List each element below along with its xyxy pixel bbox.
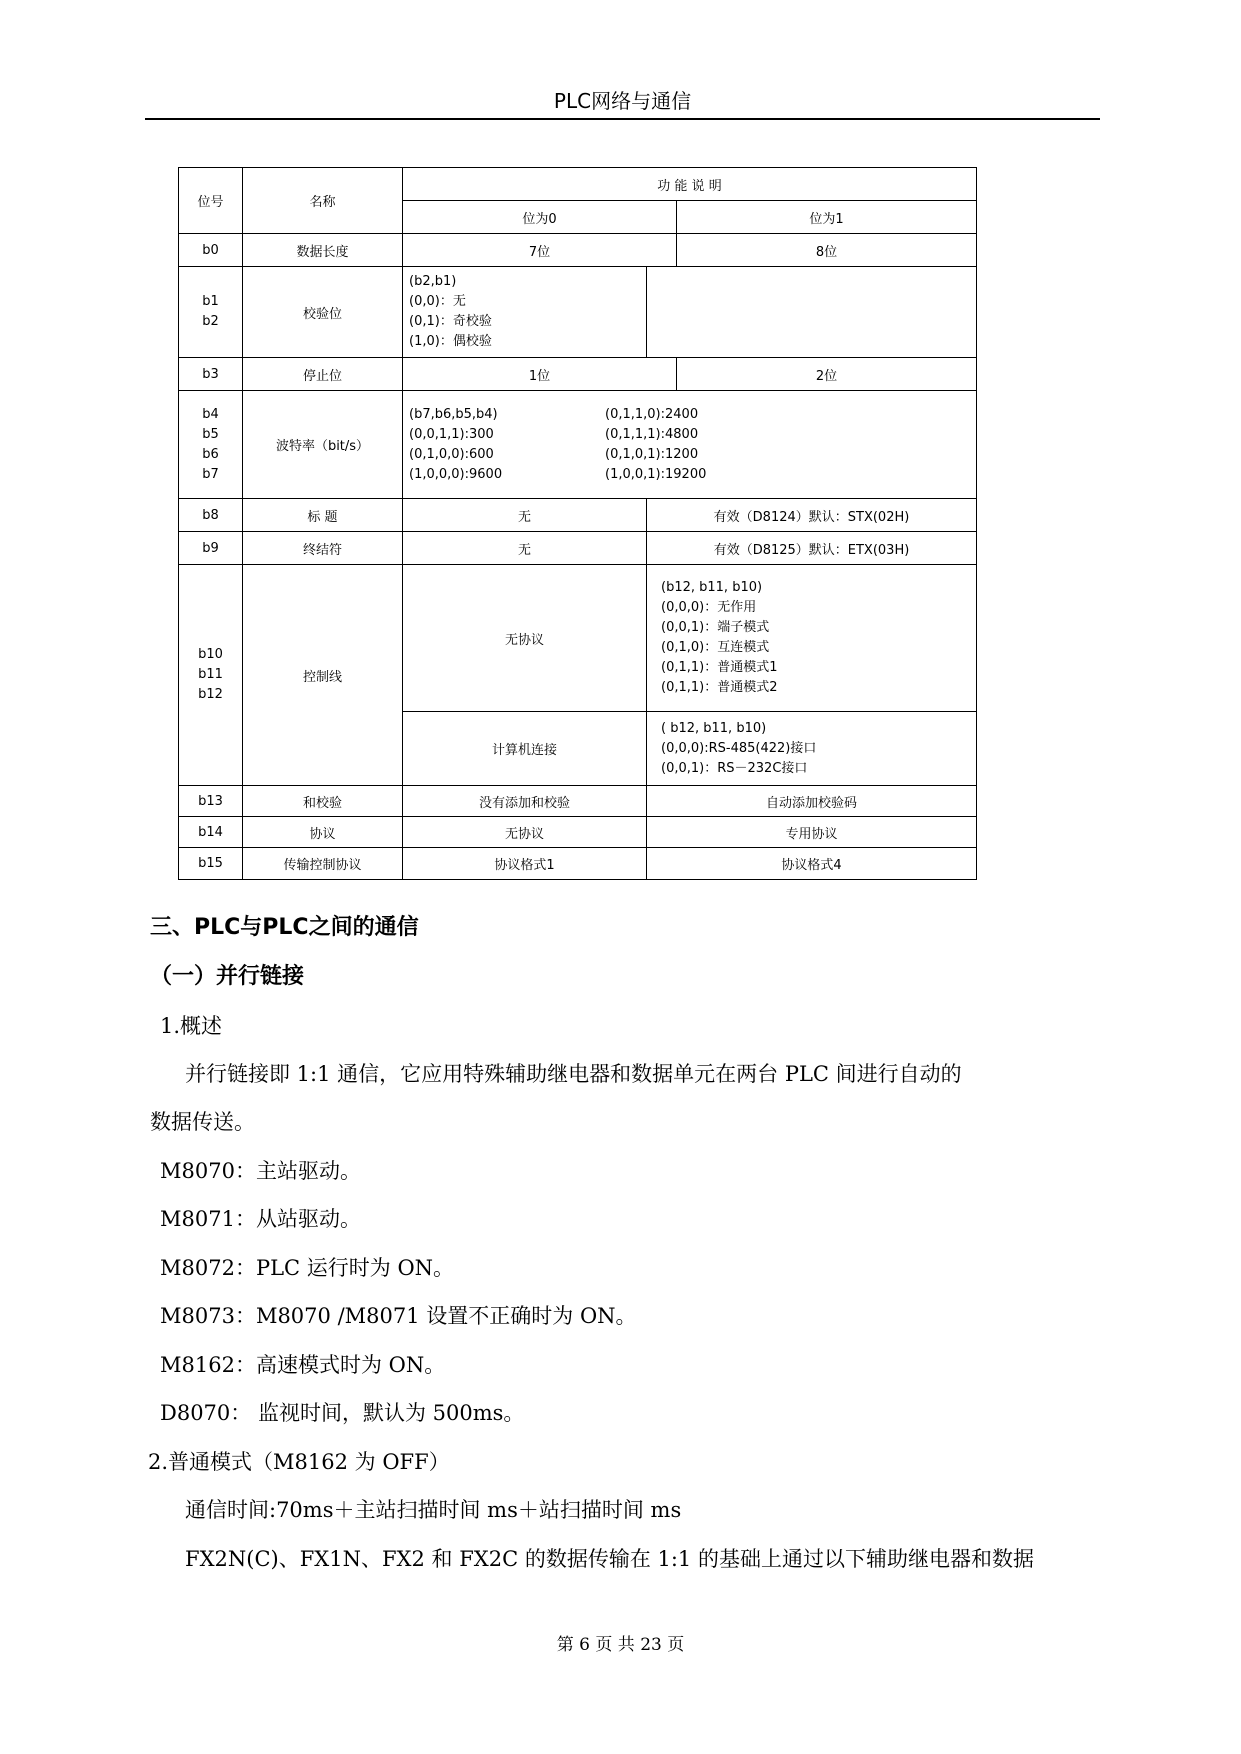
header-title: PLC网络与通信: [553, 89, 692, 113]
table-row: [179, 391, 977, 499]
cell-name: 控制线: [243, 565, 403, 786]
bit-label: b2: [202, 314, 219, 329]
table-row: [179, 267, 977, 358]
value-line: (0,1,1,1):4800: [605, 426, 699, 442]
cell-bit0: 7位: [403, 234, 677, 267]
table-row: [179, 234, 977, 267]
value-line: (0,1,0,1):1200: [605, 446, 699, 462]
value-line: (0,1,1)：普通模式1: [661, 660, 778, 675]
bit-label: b5: [202, 426, 219, 442]
cell-name: 传输控制协议: [243, 848, 403, 880]
register-line: M8070：主站驱动。: [160, 1159, 361, 1183]
value-line: ( b12, b11, b10): [661, 720, 767, 736]
value-line: (0,0,0):RS-485(422)接口: [661, 740, 817, 756]
bit-label: b12: [198, 687, 223, 702]
value-line: (1,0,0,1):19200: [605, 466, 707, 482]
cell-name: 协议: [243, 817, 403, 848]
value-line: (b7,b6,b5,b4): [409, 406, 498, 422]
value-line: (1,0)：偶校验: [409, 334, 492, 349]
page-number: 第 6 页 共 23 页: [556, 1635, 685, 1655]
bit-label: b4: [202, 406, 219, 422]
cell-bit: b13: [179, 786, 243, 817]
table-row: [179, 532, 977, 565]
cell-name: 数据长度: [243, 234, 403, 267]
cell-bit1: 2位: [677, 358, 977, 391]
cell-mode: 无协议: [403, 565, 647, 712]
page-header: [145, 86, 1100, 120]
register-line: M8073：M8070 /M8071 设置不正确时为 ON。: [160, 1304, 637, 1328]
cell-name: 停止位: [243, 358, 403, 391]
th-name: 名称: [243, 168, 403, 234]
cell-bit1: 8位: [677, 234, 977, 267]
th-bit: 位号: [179, 168, 243, 234]
cell-mode-values: [647, 565, 977, 712]
value-line: (0,1)：奇校验: [409, 314, 492, 329]
value-line: (b2,b1): [409, 274, 457, 289]
cell-bit1: 专用协议: [647, 817, 977, 848]
cell-name: 校验位: [243, 267, 403, 358]
cell-bit: [179, 565, 243, 786]
item-heading: 1.概述: [160, 1014, 223, 1038]
bit-label: b7: [202, 466, 219, 482]
cell-mode-values: [647, 712, 977, 786]
item-heading: 2.普通模式（M8162 为 OFF）: [148, 1450, 450, 1474]
cell-bit: b15: [179, 848, 243, 880]
table-row: [179, 358, 977, 391]
value-line: (0,0,1)：RS－232C接口: [661, 760, 808, 776]
paragraph-line: 数据传送。: [150, 1110, 255, 1134]
value-line: (0,1,0)：互连模式: [661, 640, 770, 655]
paragraph-line: FX2N(C)、FX1N、FX2 和 FX2C 的数据传输在 1:1 的基础上通过以下辅助继电器和数据: [185, 1547, 1034, 1571]
cell-name: 波特率（bit/s）: [243, 391, 403, 499]
register-line: M8162：高速模式时为 ON。: [160, 1353, 446, 1377]
bit-label: b6: [202, 446, 219, 462]
value-line: (0,1,1,0):2400: [605, 406, 699, 422]
cell-bit0: 1位: [403, 358, 677, 391]
value-line: (1,0,0,0):9600: [409, 466, 503, 482]
bit-label: b1: [202, 294, 219, 309]
subsection-heading: （一）并行链接: [150, 964, 305, 989]
register-line: M8071：从站驱动。: [160, 1207, 361, 1231]
value-line: (b12, b11, b10): [661, 580, 763, 595]
th-bit1: 位为1: [677, 201, 977, 234]
cell-mode: 计算机连接: [403, 712, 647, 786]
value-line: (0,1,0,0):600: [409, 446, 494, 462]
value-line: (0,0,1)：端子模式: [661, 620, 770, 635]
cell-bit1: 有效（D8125）默认：ETX(03H): [647, 532, 977, 565]
register-line: M8072：PLC 运行时为 ON。: [160, 1256, 455, 1280]
cell-bit1: [647, 267, 977, 358]
value-line: (0,1,1)：普通模式2: [661, 680, 778, 695]
th-bit0: 位为0: [403, 201, 677, 234]
bit-label: b11: [198, 667, 223, 682]
cell-bit0: 协议格式1: [403, 848, 647, 880]
value-line: (0,0,1,1):300: [409, 426, 494, 442]
table-row: [179, 786, 977, 817]
cell-bit0: 无: [403, 532, 647, 565]
cell-bit: b0: [179, 234, 243, 267]
cell-bit1: 协议格式4: [647, 848, 977, 880]
cell-bit0: [403, 267, 647, 358]
cell-bit: b14: [179, 817, 243, 848]
register-line: D8070： 监视时间，默认为 500ms。: [160, 1401, 525, 1425]
paragraph-line: 通信时间:70ms＋主站扫描时间 ms＋站扫描时间 ms: [185, 1498, 682, 1522]
cell-name: 标 题: [243, 499, 403, 532]
communication-format-table: [178, 167, 977, 880]
cell-baud-values: [403, 391, 977, 499]
cell-bit: b3: [179, 358, 243, 391]
page-footer: [0, 1630, 1241, 1655]
bit-label: b10: [198, 647, 223, 662]
cell-bit0: 没有添加和校验: [403, 786, 647, 817]
value-line: (0,0)：无: [409, 294, 466, 309]
value-line: (0,0,0)：无作用: [661, 600, 757, 615]
cell-name: 终结符: [243, 532, 403, 565]
cell-bit: b8: [179, 499, 243, 532]
table-row: [179, 848, 977, 880]
section-heading: 三、PLC与PLC之间的通信: [150, 915, 419, 940]
cell-bit1: 自动添加校验码: [647, 786, 977, 817]
paragraph-line: 并行链接即 1:1 通信，它应用特殊辅助继电器和数据单元在两台 PLC 间进行自动的: [185, 1062, 962, 1086]
table-row: [179, 817, 977, 848]
table-row: [179, 499, 977, 532]
cell-bit0: 无: [403, 499, 647, 532]
cell-bit0: 无协议: [403, 817, 647, 848]
table-row: [179, 565, 977, 712]
cell-name: 和校验: [243, 786, 403, 817]
cell-bit: [179, 391, 243, 499]
cell-bit: [179, 267, 243, 358]
cell-bit: b9: [179, 532, 243, 565]
th-function: 功 能 说 明: [403, 168, 977, 201]
cell-bit1: 有效（D8124）默认：STX(02H): [647, 499, 977, 532]
